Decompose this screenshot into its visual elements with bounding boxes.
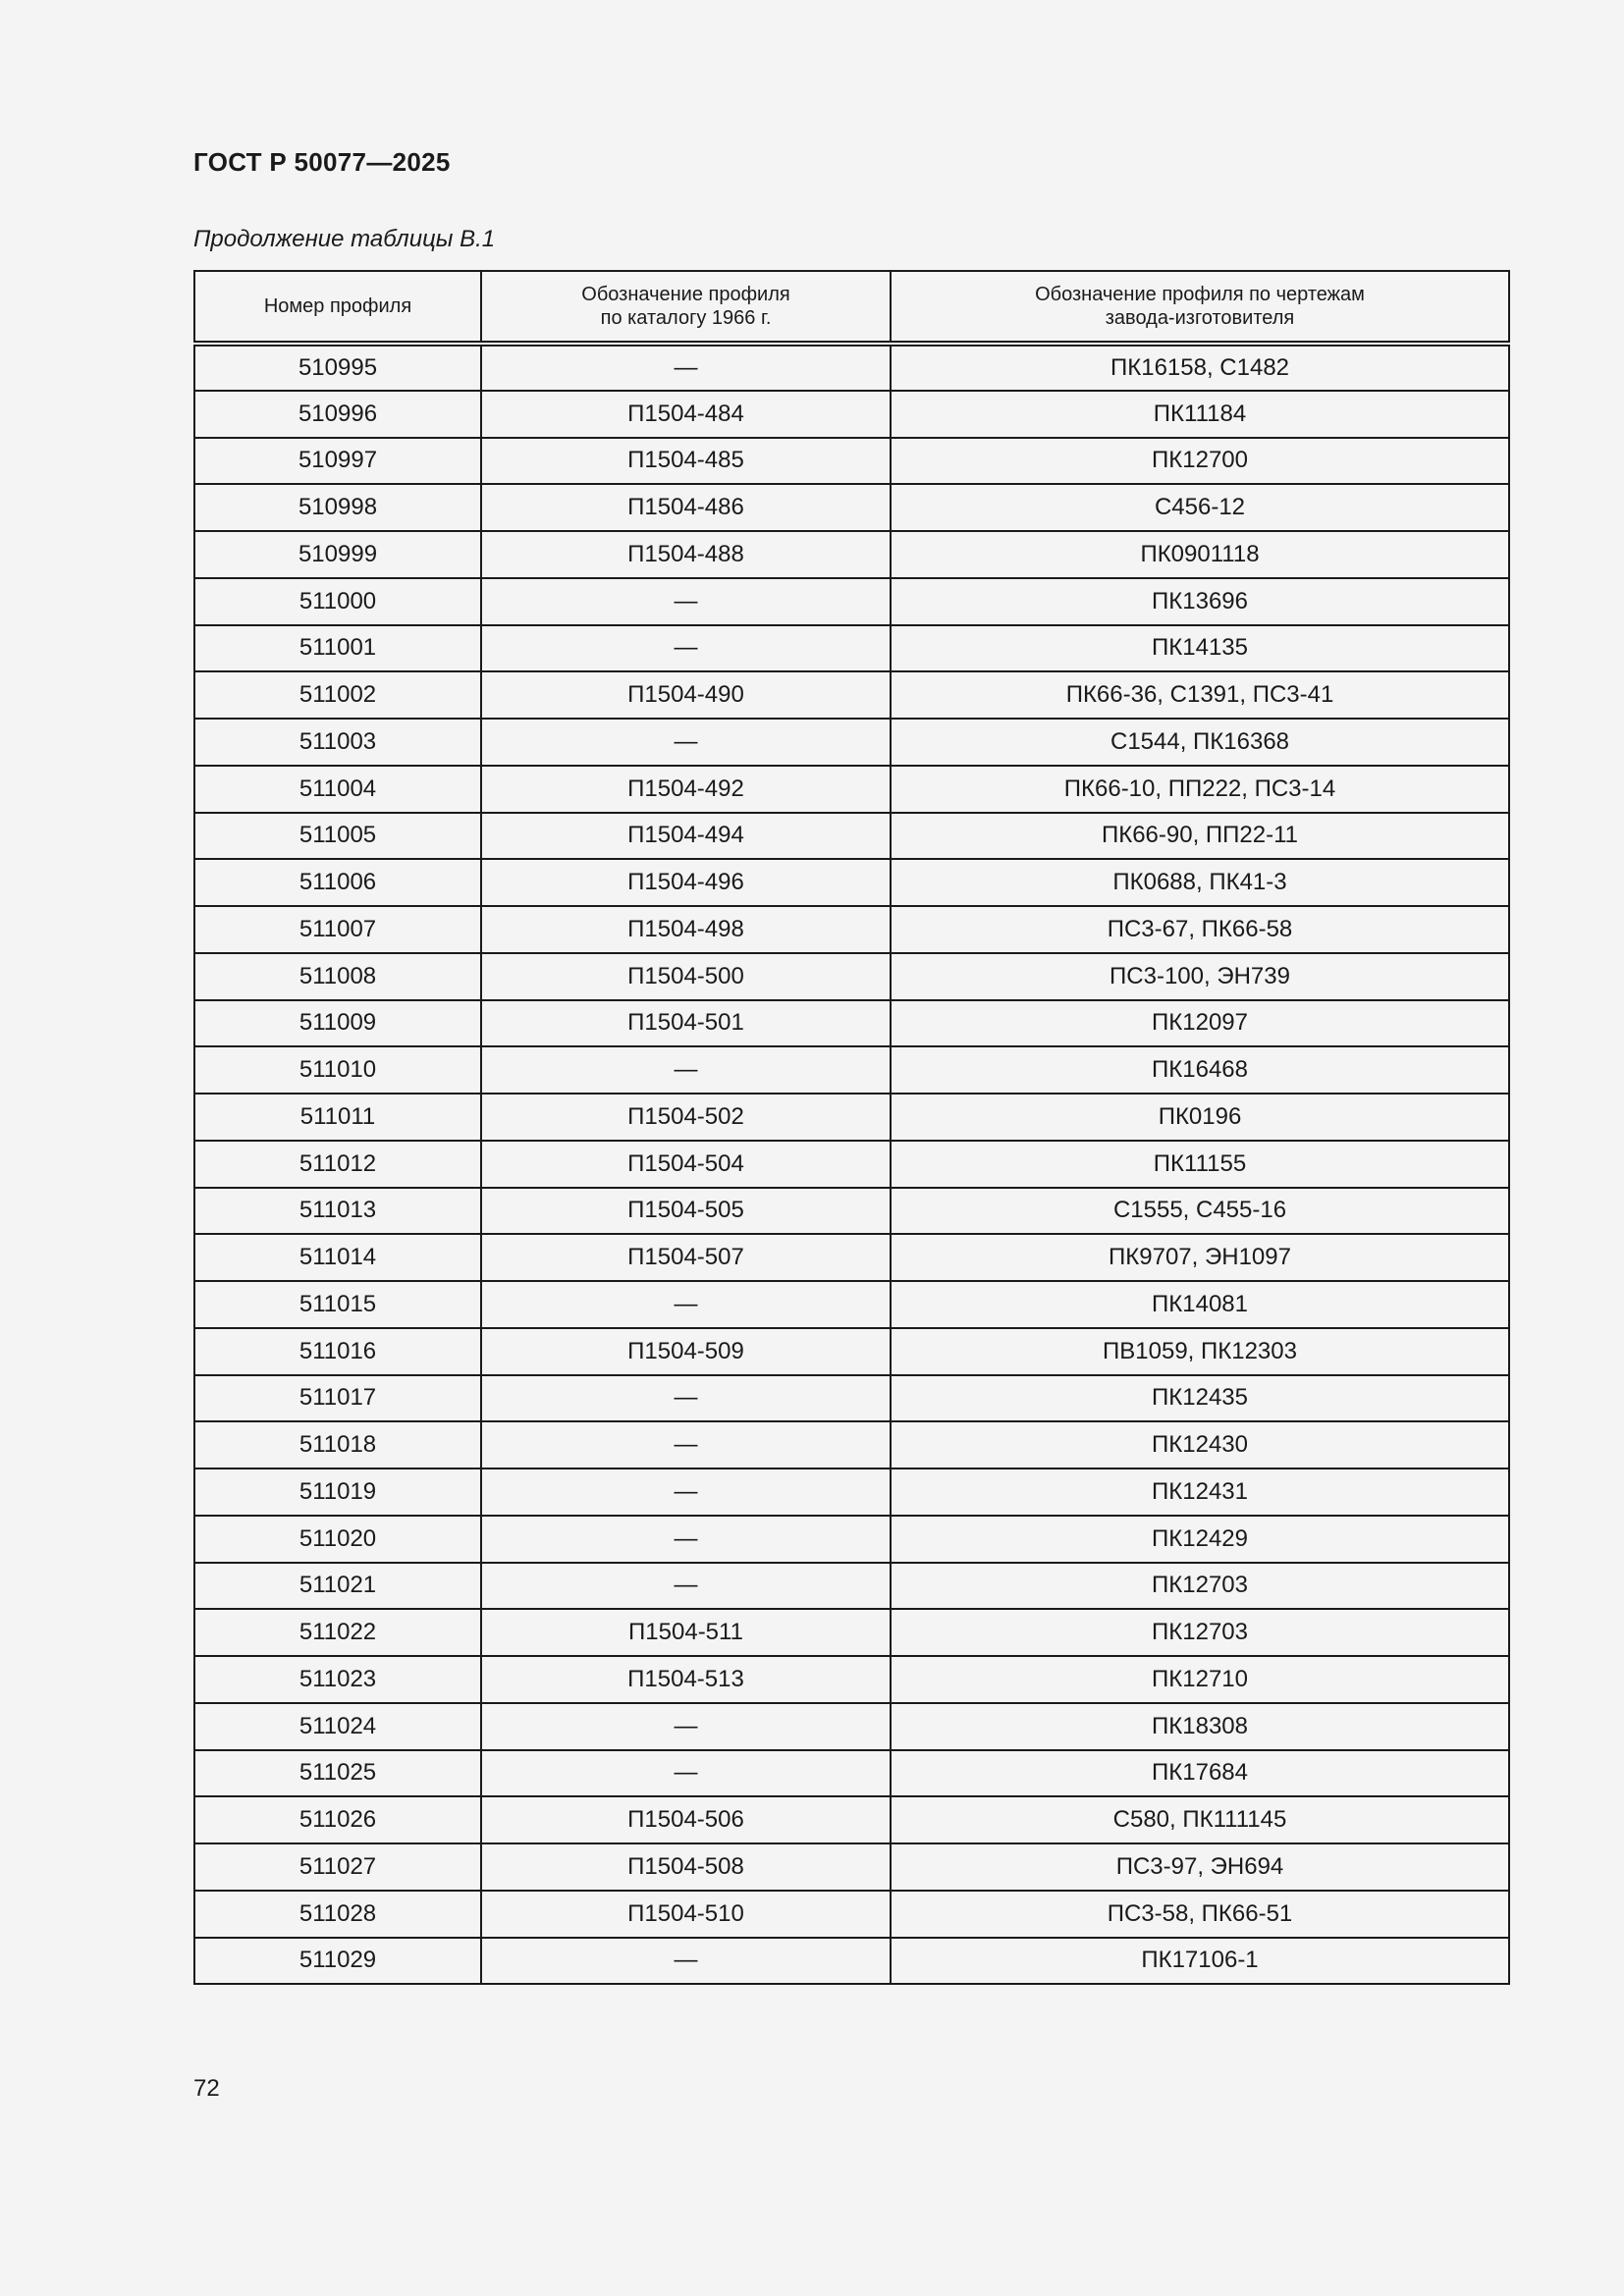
cell-catalog-designation: —	[481, 719, 891, 766]
cell-catalog-designation: П1504-502	[481, 1094, 891, 1141]
cell-factory-designation: ПК12700	[891, 438, 1509, 485]
cell-profile-number: 511003	[194, 719, 481, 766]
cell-profile-number: 511024	[194, 1703, 481, 1750]
cell-factory-designation: ПК12710	[891, 1656, 1509, 1703]
cell-catalog-designation: П1504-496	[481, 859, 891, 906]
cell-profile-number: 510995	[194, 344, 481, 391]
cell-factory-designation: ПК66-36, С1391, ПС3-41	[891, 671, 1509, 719]
cell-factory-designation: ПК12430	[891, 1421, 1509, 1468]
cell-catalog-designation: —	[481, 1703, 891, 1750]
table-row	[194, 719, 1509, 766]
cell-profile-number: 511025	[194, 1750, 481, 1797]
table-row	[194, 1938, 1509, 1985]
cell-factory-designation: ПК16158, С1482	[891, 344, 1509, 391]
table-body	[194, 344, 1509, 1984]
cell-catalog-designation: П1504-498	[481, 906, 891, 953]
cell-catalog-designation: —	[481, 578, 891, 625]
cell-catalog-designation: —	[481, 1421, 891, 1468]
table-row	[194, 1891, 1509, 1938]
cell-factory-designation: ПК17106-1	[891, 1938, 1509, 1985]
cell-catalog-designation: —	[481, 344, 891, 391]
cell-factory-designation: ПК0688, ПК41-3	[891, 859, 1509, 906]
cell-profile-number: 511022	[194, 1609, 481, 1656]
cell-factory-designation: ПК12097	[891, 1000, 1509, 1047]
cell-profile-number: 511002	[194, 671, 481, 719]
table-row	[194, 438, 1509, 485]
cell-factory-designation: ПК0196	[891, 1094, 1509, 1141]
cell-profile-number: 511000	[194, 578, 481, 625]
cell-catalog-designation: П1504-492	[481, 766, 891, 813]
cell-profile-number: 511006	[194, 859, 481, 906]
cell-profile-number: 511015	[194, 1281, 481, 1328]
cell-catalog-designation: П1504-488	[481, 531, 891, 578]
table-row	[194, 906, 1509, 953]
cell-factory-designation: ПК11155	[891, 1141, 1509, 1188]
cell-factory-designation: ПК12431	[891, 1468, 1509, 1516]
table-header-row	[194, 271, 1509, 344]
cell-profile-number: 511020	[194, 1516, 481, 1563]
table-row	[194, 1421, 1509, 1468]
cell-profile-number: 511005	[194, 813, 481, 860]
cell-factory-designation: ПК12703	[891, 1563, 1509, 1610]
cell-catalog-designation: П1504-509	[481, 1328, 891, 1375]
table-row	[194, 625, 1509, 672]
cell-catalog-designation: П1504-507	[481, 1234, 891, 1281]
cell-factory-designation: С456-12	[891, 484, 1509, 531]
table-row	[194, 1328, 1509, 1375]
cell-profile-number: 511014	[194, 1234, 481, 1281]
cell-factory-designation: ПС3-67, ПК66-58	[891, 906, 1509, 953]
column-header-line: Номер профиля	[263, 295, 412, 317]
table-row	[194, 1000, 1509, 1047]
cell-profile-number: 511008	[194, 953, 481, 1000]
cell-factory-designation: ПВ1059, ПК12303	[891, 1328, 1509, 1375]
cell-catalog-designation: П1504-490	[481, 671, 891, 719]
column-header-profile-number	[194, 271, 481, 344]
column-header-line: Обозначение профиля	[581, 284, 790, 305]
cell-factory-designation: ПК14135	[891, 625, 1509, 672]
table-row	[194, 1516, 1509, 1563]
table-row	[194, 578, 1509, 625]
cell-factory-designation: ПС3-100, ЭН739	[891, 953, 1509, 1000]
page-number: 72	[193, 2075, 220, 2102]
cell-catalog-designation: —	[481, 1750, 891, 1797]
table-row	[194, 1703, 1509, 1750]
table-row	[194, 813, 1509, 860]
table-row	[194, 1609, 1509, 1656]
cell-factory-designation: ПК0901118	[891, 531, 1509, 578]
cell-profile-number: 511007	[194, 906, 481, 953]
cell-catalog-designation: —	[481, 1563, 891, 1610]
cell-profile-number: 510996	[194, 391, 481, 438]
cell-catalog-designation: П1504-504	[481, 1141, 891, 1188]
cell-catalog-designation: П1504-494	[481, 813, 891, 860]
cell-factory-designation: ПС3-58, ПК66-51	[891, 1891, 1509, 1938]
cell-profile-number: 511010	[194, 1046, 481, 1094]
table-row	[194, 1141, 1509, 1188]
cell-factory-designation: ПК13696	[891, 578, 1509, 625]
column-header-catalog-1966	[481, 271, 891, 344]
table-row	[194, 1563, 1509, 1610]
cell-profile-number: 511009	[194, 1000, 481, 1047]
cell-profile-number: 511028	[194, 1891, 481, 1938]
table-row	[194, 391, 1509, 438]
cell-catalog-designation: П1504-500	[481, 953, 891, 1000]
cell-catalog-designation: П1504-485	[481, 438, 891, 485]
cell-catalog-designation: —	[481, 1516, 891, 1563]
cell-catalog-designation: П1504-513	[481, 1656, 891, 1703]
cell-catalog-designation: П1504-505	[481, 1188, 891, 1235]
table-caption: Продолжение таблицы В.1	[193, 226, 496, 252]
cell-profile-number: 511029	[194, 1938, 481, 1985]
table-row	[194, 1046, 1509, 1094]
cell-catalog-designation: —	[481, 625, 891, 672]
table-row	[194, 671, 1509, 719]
cell-profile-number: 511013	[194, 1188, 481, 1235]
cell-profile-number: 511019	[194, 1468, 481, 1516]
cell-catalog-designation: П1504-486	[481, 484, 891, 531]
table-header	[194, 271, 1509, 344]
cell-profile-number: 511023	[194, 1656, 481, 1703]
cell-profile-number: 510999	[194, 531, 481, 578]
cell-catalog-designation: П1504-501	[481, 1000, 891, 1047]
table-row	[194, 1094, 1509, 1141]
cell-profile-number: 511016	[194, 1328, 481, 1375]
table-row	[194, 1750, 1509, 1797]
table-row	[194, 1656, 1509, 1703]
cell-catalog-designation: П1504-506	[481, 1796, 891, 1843]
cell-factory-designation: С580, ПК111145	[891, 1796, 1509, 1843]
table-row	[194, 766, 1509, 813]
cell-catalog-designation: П1504-484	[481, 391, 891, 438]
cell-factory-designation: ПС3-97, ЭН694	[891, 1843, 1509, 1891]
table-row	[194, 1375, 1509, 1422]
cell-catalog-designation: —	[481, 1046, 891, 1094]
cell-factory-designation: С1555, С455-16	[891, 1188, 1509, 1235]
column-header-line: по каталогу 1966 г.	[600, 307, 772, 329]
table-row	[194, 531, 1509, 578]
table-row	[194, 484, 1509, 531]
cell-profile-number: 511011	[194, 1094, 481, 1141]
table-row	[194, 1468, 1509, 1516]
cell-profile-number: 511027	[194, 1843, 481, 1891]
document-header: ГОСТ Р 50077—2025	[193, 147, 451, 177]
column-header-line: Обозначение профиля по чертежам	[1035, 284, 1365, 305]
cell-factory-designation: ПК12435	[891, 1375, 1509, 1422]
cell-catalog-designation: —	[481, 1938, 891, 1985]
cell-profile-number: 511026	[194, 1796, 481, 1843]
cell-catalog-designation: П1504-510	[481, 1891, 891, 1938]
cell-profile-number: 511001	[194, 625, 481, 672]
column-header-line: завода-изготовителя	[1105, 307, 1295, 329]
cell-catalog-designation: —	[481, 1375, 891, 1422]
cell-profile-number: 511018	[194, 1421, 481, 1468]
table-row	[194, 953, 1509, 1000]
cell-factory-designation: ПК18308	[891, 1703, 1509, 1750]
cell-profile-number: 511017	[194, 1375, 481, 1422]
table-row	[194, 344, 1509, 391]
table-row	[194, 859, 1509, 906]
cell-profile-number: 511012	[194, 1141, 481, 1188]
cell-catalog-designation: П1504-508	[481, 1843, 891, 1891]
cell-catalog-designation: —	[481, 1281, 891, 1328]
cell-factory-designation: ПК11184	[891, 391, 1509, 438]
cell-factory-designation: ПК17684	[891, 1750, 1509, 1797]
cell-factory-designation: ПК16468	[891, 1046, 1509, 1094]
cell-profile-number: 511021	[194, 1563, 481, 1610]
cell-profile-number: 510998	[194, 484, 481, 531]
cell-profile-number: 510997	[194, 438, 481, 485]
cell-catalog-designation: —	[481, 1468, 891, 1516]
table-row	[194, 1281, 1509, 1328]
profile-table	[193, 270, 1510, 1985]
cell-catalog-designation: П1504-511	[481, 1609, 891, 1656]
table-row	[194, 1188, 1509, 1235]
table-row	[194, 1843, 1509, 1891]
cell-factory-designation: ПК66-90, ПП22-11	[891, 813, 1509, 860]
cell-factory-designation: С1544, ПК16368	[891, 719, 1509, 766]
cell-factory-designation: ПК66-10, ПП222, ПС3-14	[891, 766, 1509, 813]
cell-profile-number: 511004	[194, 766, 481, 813]
table-row	[194, 1796, 1509, 1843]
cell-factory-designation: ПК12703	[891, 1609, 1509, 1656]
cell-factory-designation: ПК12429	[891, 1516, 1509, 1563]
table-row	[194, 1234, 1509, 1281]
cell-factory-designation: ПК9707, ЭН1097	[891, 1234, 1509, 1281]
column-header-factory-drawing	[891, 271, 1509, 344]
cell-factory-designation: ПК14081	[891, 1281, 1509, 1328]
